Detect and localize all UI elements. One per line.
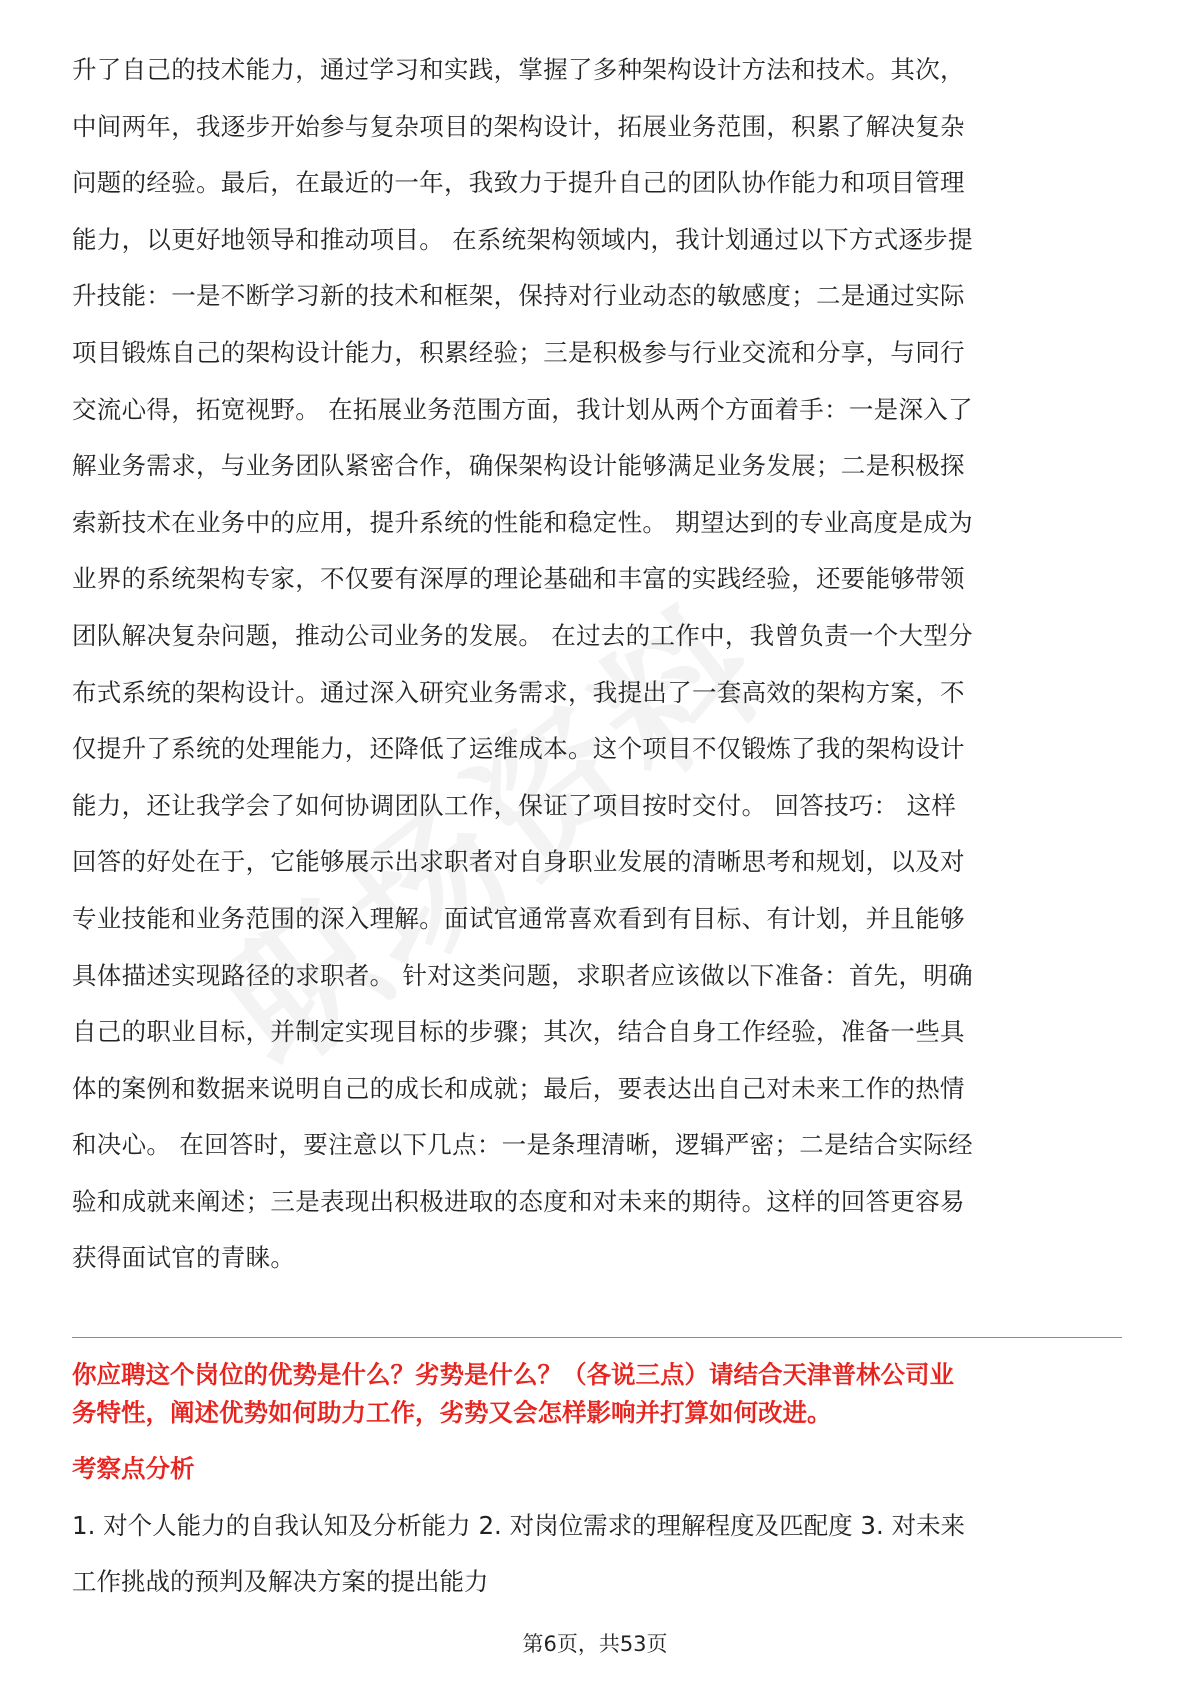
answer-line: 专业技能和业务范围的深入理解。面试官通常喜欢看到有目标、有计划，并且能够 [72,903,965,933]
answer-line: 问题的经验。最后，在最近的一年，我致力于提升自己的团队协作能力和项目管理 [72,168,965,198]
answer-text [72,42,1122,1287]
answer-line: 索新技术在业务中的应用，提升系统的性能和稳定性。 期望达到的专业高度是成为 [72,507,973,537]
question-line: 务特性，阐述优势如何助力工作，劣势又会怎样影响并打算如何改进。 [72,1398,832,1427]
answer-line: 布式系统的架构设计。通过深入研究业务需求，我提出了一套高效的架构方案，不 [72,677,965,707]
section-divider [72,1337,1122,1338]
question-line: 你应聘这个岗位的优势是什么？劣势是什么？（各说三点）请结合天津普林公司业 [72,1360,954,1389]
answer-line: 仅提升了系统的处理能力，还降低了运维成本。这个项目不仅锻炼了我的架构设计 [72,734,965,764]
analysis-text [72,1498,1122,1610]
answer-line: 能力，还让我学会了如何协调团队工作，保证了项目按时交付。 回答技巧： 这样 [72,790,957,820]
answer-line: 体的案例和数据来说明自己的成长和成就；最后，要表达出自己对未来工作的热情 [72,1073,965,1103]
page-number: 第6页，共53页 [522,1632,668,1656]
answer-line: 团队解决复杂问题，推动公司业务的发展。 在过去的工作中，我曾负责一个大型分 [72,620,973,650]
answer-line: 自己的职业目标，并制定实现目标的步骤；其次，结合自身工作经验，准备一些具 [72,1017,965,1047]
analysis-line: 1. 对个人能力的自我认知及分析能力 2. 对岗位需求的理解程度及匹配度 3. 对未来 [72,1511,966,1540]
analysis-heading: 考察点分析 [72,1454,195,1483]
interview-question [72,1356,1122,1432]
answer-line: 获得面试官的青睐。 [72,1243,296,1273]
analysis-line: 工作挑战的预判及解决方案的提出能力 [72,1567,489,1596]
answer-line: 中间两年，我逐步开始参与复杂项目的架构设计，拓展业务范围，积累了解决复杂 [72,111,965,141]
answer-line: 具体描述实现路径的求职者。 针对这类问题，求职者应该做以下准备：首先，明确 [72,960,973,990]
answer-line: 解业务需求，与业务团队紧密合作，确保架构设计能够满足业务发展；二是积极探 [72,451,965,481]
answer-line: 和决心。 在回答时，要注意以下几点：一是条理清晰，逻辑严密；二是结合实际经 [72,1130,973,1160]
answer-line: 业界的系统架构专家，不仅要有深厚的理论基础和丰富的实践经验，还要能够带领 [72,564,965,594]
answer-line: 验和成就来阐述；三是表现出积极进取的态度和对未来的期待。这样的回答更容易 [72,1186,965,1216]
answer-line: 升了自己的技术能力，通过学习和实践，掌握了多种架构设计方法和技术。其次， [72,55,965,84]
answer-line: 能力，以更好地领导和推动项目。 在系统架构领域内，我计划通过以下方式逐步提 [72,224,973,254]
answer-line: 项目锻炼自己的架构设计能力，积累经验；三是积极参与行业交流和分享，与同行 [72,337,965,367]
answer-line: 交流心得，拓宽视野。 在拓展业务范围方面，我计划从两个方面着手：一是深入了 [72,394,973,424]
answer-line: 升技能：一是不断学习新的技术和框架，保持对行业动态的敏感度；二是通过实际 [72,281,965,311]
answer-line: 回答的好处在于，它能够展示出求职者对自身职业发展的清晰思考和规划，以及对 [72,847,965,877]
